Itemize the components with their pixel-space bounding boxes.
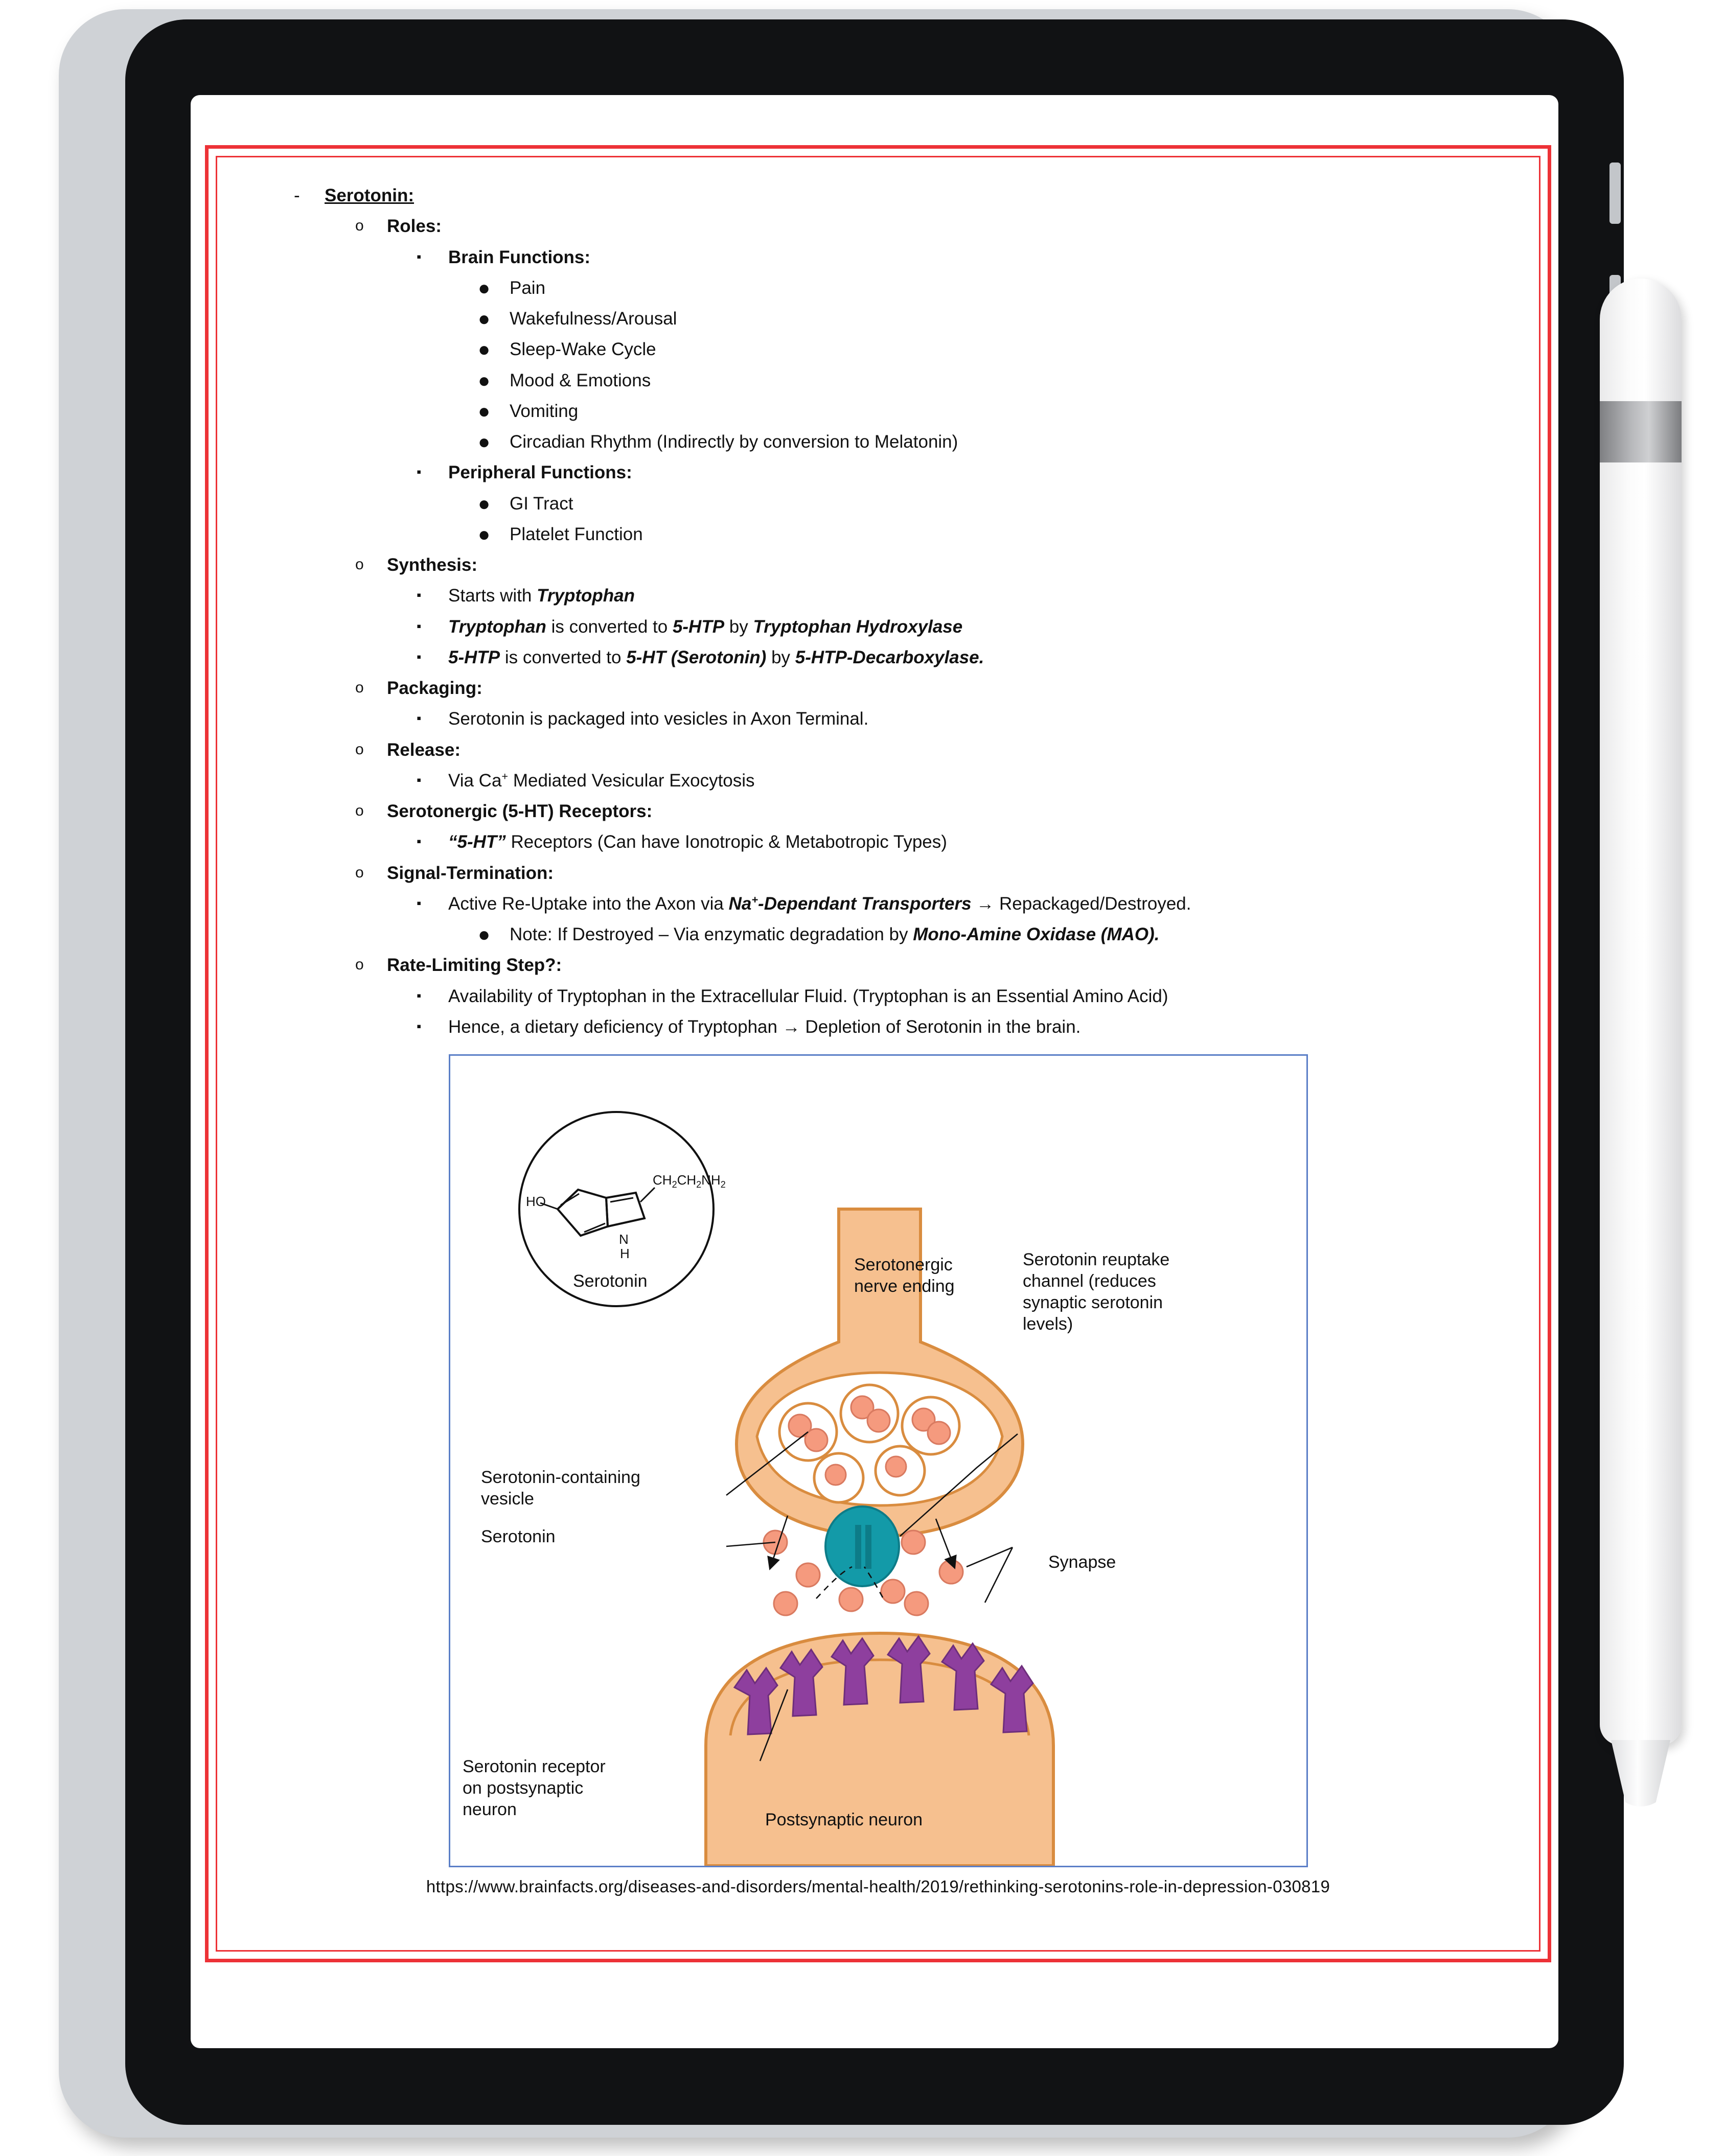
outline-item-text: Tryptophan is converted to 5-HTP by Tryptophan Hydroxylase	[448, 616, 963, 637]
postsynaptic-neuron	[706, 1633, 1053, 1866]
svg-text:vesicle: vesicle	[480, 1489, 534, 1509]
svg-text:on postsynaptic: on postsynaptic	[462, 1778, 583, 1798]
outline-bullet-marker: ▪	[417, 587, 422, 603]
outline-item-text: Wakefulness/Arousal	[510, 309, 677, 329]
svg-text:neuron: neuron	[462, 1800, 517, 1819]
outline-item	[238, 336, 1519, 363]
outline-item-text: Serotonin is packaged into vesicles in Axon Terminal.	[448, 709, 869, 729]
outline-item-text: Brain Functions:	[448, 247, 591, 267]
outline-item-text: Starts with Tryptophan	[448, 586, 635, 606]
outline-item	[238, 244, 1519, 271]
outline-item	[238, 213, 1519, 240]
outline-bullet-marker: o	[355, 679, 364, 696]
svg-text:Serotonin: Serotonin	[572, 1271, 648, 1291]
svg-text:CH2CH2NH2: $CH_2CH_2NH_2$	[652, 1172, 726, 1190]
outline-bullet-marker: ▪	[417, 1018, 422, 1034]
label-postsynaptic-neuron: Postsynaptic neuron	[765, 1810, 923, 1829]
outline-bullet-marker: ▪	[417, 833, 422, 849]
outline-item	[238, 398, 1519, 425]
outline-bullet-marker: o	[355, 740, 364, 758]
pencil-body	[1600, 279, 1682, 1745]
outline-bullet-marker: ●	[478, 338, 491, 361]
serotonin-synapse-diagram	[449, 1054, 1308, 1867]
outline-item-text: Availability of Tryptophan in the Extracellular Fluid. (Tryptophan is an Essential Amino Acid)	[448, 986, 1168, 1006]
outline-bullet-marker: ●	[478, 492, 491, 515]
outline-item	[238, 736, 1519, 764]
label-nerve-ending: Serotonergic	[854, 1255, 953, 1274]
outline-bullet-marker: o	[355, 802, 364, 819]
outline-bullet-marker: ●	[478, 276, 491, 299]
svg-text:channel (reduces: channel (reduces	[1022, 1271, 1156, 1291]
outline-item	[238, 705, 1519, 733]
outline-item	[238, 305, 1519, 333]
outline-item	[238, 675, 1519, 702]
svg-text:nerve ending: nerve ending	[854, 1277, 955, 1296]
outline-bullet-marker: ▪	[417, 248, 422, 264]
outline-bullet-marker: ▪	[417, 987, 422, 1003]
outline-bullet-marker: ▪	[417, 772, 422, 787]
outline-item	[238, 1013, 1519, 1041]
outline-item-text: Rate-Limiting Step?:	[387, 955, 562, 976]
outline-item	[238, 828, 1519, 856]
outline-item	[238, 644, 1519, 671]
svg-text:HO: HO	[525, 1194, 546, 1209]
outline-bullet-marker: o	[355, 556, 364, 573]
outline-item-text: Pain	[510, 277, 546, 298]
label-vesicle: Serotonin-containing	[480, 1468, 640, 1487]
outline-bullet-marker: ▪	[417, 464, 422, 480]
source-url[interactable]: https://www.brainfacts.org/diseases-and-disorders/mental-health/2019/rethinking-serotonins-role-in-depression-030819	[426, 1877, 1330, 1896]
outline-item-text: Circadian Rhythm (Indirectly by conversion to Melatonin)	[510, 432, 958, 452]
svg-text:levels): levels)	[1022, 1314, 1073, 1334]
outline-item-text: Platelet Function	[510, 524, 643, 544]
tablet-screen[interactable]	[191, 95, 1558, 2048]
outline-item	[238, 182, 1519, 210]
outline-item	[238, 860, 1519, 887]
outline-item-text: Synthesis:	[387, 555, 477, 575]
outline-item	[238, 490, 1519, 518]
outline-item-text: “5-HT” Receptors (Can have Ionotropic & Metabotropic Types)	[448, 832, 947, 852]
outline-content	[217, 157, 1539, 1909]
label-serotonin: Serotonin	[480, 1527, 556, 1546]
outline-item	[238, 582, 1519, 610]
outline-item-text: Note: If Destroyed – Via enzymatic degradation by Mono-Amine Oxidase (MAO).	[510, 924, 1160, 944]
svg-text:N: N	[618, 1232, 629, 1247]
outline-item	[238, 428, 1519, 456]
outline-item-text: Via Ca+ Mediated Vesicular Exocytosis	[448, 770, 755, 791]
outline-bullet-marker: ●	[478, 308, 491, 330]
outline-item-text: Roles:	[387, 216, 442, 237]
outline-bullet-marker: ▪	[417, 710, 422, 726]
volume-up-button[interactable]	[1609, 163, 1621, 224]
outline-item-text: Vomiting	[510, 401, 579, 421]
outline-item	[238, 767, 1519, 795]
outline-item	[238, 890, 1519, 918]
outline-item-text: Active Re-Uptake into the Axon via Na+-Dependant Transporters → Repackaged/Destroyed.	[448, 893, 1191, 914]
outline-item-text: Release:	[387, 739, 461, 760]
outline-bullet-marker: -	[294, 186, 300, 205]
pencil-band	[1600, 401, 1682, 462]
outline-bullet-marker: o	[355, 217, 364, 235]
outline-bullet-marker: ▪	[417, 618, 422, 634]
outline-item-text: Signal-Termination:	[387, 863, 554, 883]
outline-bullet-marker: ●	[478, 923, 491, 946]
outline-item-text: Mood & Emotions	[510, 370, 651, 390]
pencil-tip	[1611, 1740, 1670, 1806]
outline-item	[238, 459, 1519, 486]
label-reuptake: Serotonin reuptake	[1022, 1250, 1169, 1269]
outline-bullet-marker: o	[355, 956, 364, 973]
serotonin-molecule-icon	[519, 1112, 726, 1306]
note-page-inner-border	[216, 156, 1540, 1952]
outline-bullet-marker: ●	[478, 400, 491, 423]
outline-bullet-marker: ▪	[417, 895, 422, 911]
label-synapse: Synapse	[1048, 1552, 1116, 1572]
outline-bullet-marker: ●	[478, 431, 491, 453]
serotonin-reuptake-channel	[825, 1506, 899, 1586]
outline-item-text: Peripheral Functions:	[448, 462, 632, 483]
outline-bullet-marker: o	[355, 864, 364, 881]
outline-item	[238, 921, 1519, 948]
outline-item-text: GI Tract	[510, 493, 573, 514]
outline-bullet-marker: ▪	[417, 648, 422, 664]
outline-item	[238, 952, 1519, 979]
svg-text:synaptic serotonin: synaptic serotonin	[1022, 1293, 1163, 1312]
outline-item	[238, 983, 1519, 1010]
outline-item-text: Packaging:	[387, 678, 482, 698]
outline-item	[238, 367, 1519, 395]
tablet-device	[59, 9, 1574, 2138]
outline-item	[238, 798, 1519, 825]
outline-item-text: Serotonergic (5-HT) Receptors:	[387, 801, 653, 821]
outline-bullet-marker: ●	[478, 523, 491, 546]
outline-bullet-marker: ●	[478, 369, 491, 392]
svg-text:H: H	[619, 1246, 630, 1261]
label-receptor: Serotonin receptor	[462, 1757, 606, 1776]
outline-item	[238, 274, 1519, 302]
outline-item	[238, 551, 1519, 579]
apple-pencil[interactable]	[1600, 279, 1682, 1806]
figure-wrapper	[238, 1054, 1519, 1867]
outline-item	[238, 521, 1519, 548]
outline-item	[238, 613, 1519, 641]
outline-item-text: Hence, a dietary deficiency of Tryptophan → Depletion of Serotonin in the brain.	[448, 1016, 1081, 1037]
outline-item-text: 5-HTP is converted to 5-HT (Serotonin) by 5-HTP-Decarboxylase.	[448, 647, 984, 667]
note-page	[205, 145, 1551, 1962]
outline-item-text: Sleep-Wake Cycle	[510, 339, 656, 360]
outline-item-text: Serotonin:	[325, 186, 414, 205]
